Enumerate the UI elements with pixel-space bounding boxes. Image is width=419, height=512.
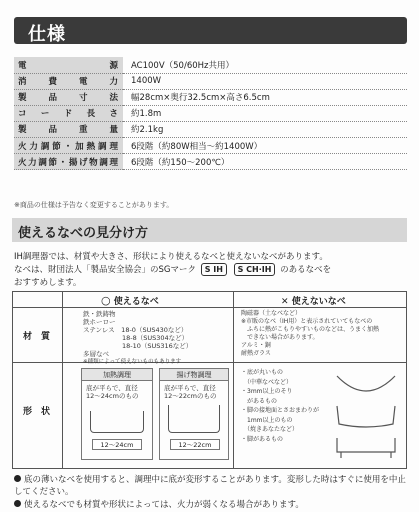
intro-line-2	[14, 263, 331, 276]
material-ng-list	[241, 310, 379, 358]
shape-item: ・底が丸いもの	[241, 369, 284, 376]
unusable-column-header	[281, 294, 346, 307]
deep-pan-illustration	[168, 405, 220, 433]
spec-header	[14, 17, 407, 44]
spec-value: 6段階（約80W相当～約1400W）	[123, 137, 407, 153]
pan-comparison-table	[12, 291, 407, 469]
spec-label: 製品寸法	[14, 89, 123, 105]
intro-line-3: おすすめします。	[14, 278, 82, 288]
spec-label: 消費電力	[14, 73, 123, 89]
material-item: 18-10（SUS316など）	[83, 342, 193, 350]
bullet-icon	[14, 500, 21, 507]
shape-item: ・3mm以上のそり	[241, 388, 293, 395]
spec-value: 6段階（約150～200℃）	[123, 154, 407, 170]
material-item: 多層なべ	[83, 350, 109, 358]
spec-row	[14, 154, 407, 170]
spec-value: 幅28cm×奥行32.5cm×高さ6.5cm	[123, 89, 407, 105]
unusable-label: 使えないなべ	[291, 297, 346, 307]
heat-cooking-text: 12～24cmのもの	[86, 392, 139, 400]
material-item: 耐熱ガラス	[241, 350, 271, 357]
spec-value: 約1.8m	[123, 105, 407, 121]
intro-line-2-end: のあるなべを	[280, 265, 332, 275]
material-item: ※市販のなべ（IH用）と表示されていてもなべの	[241, 318, 373, 325]
spec-note: ※商品の仕様は予告なく変更することがあります。	[14, 201, 174, 209]
spec-label: コード長さ	[14, 105, 123, 121]
spec-label: 火力調節・揚げ物調理	[14, 154, 123, 170]
material-item: 鉄ホーロー	[83, 318, 116, 326]
shape-item: （焼きあなたなど）	[241, 426, 299, 433]
round-bottom-pan-icon	[337, 376, 395, 391]
fry-size-label: 12～22cm	[170, 439, 220, 450]
spec-value: 1400W	[123, 73, 407, 89]
material-item: 陶磁器（土なべなど）	[241, 310, 302, 317]
warning-1	[14, 474, 407, 498]
spec-value: 約2.1kg	[123, 121, 407, 137]
warning-2	[14, 499, 407, 511]
bullet-icon	[14, 475, 21, 482]
shape-row-label: 形 状	[23, 407, 51, 417]
spec-row	[14, 73, 407, 89]
material-item: ※種類によって使えないものもあります	[83, 359, 182, 365]
intro-line-2-start: なべは、財団法人「製品安全協会」のSGマーク	[14, 265, 196, 275]
spec-row	[14, 89, 407, 105]
usable-column-header	[101, 294, 159, 307]
frying-box	[159, 368, 229, 460]
heat-size-label: 12～24cm	[92, 439, 142, 450]
material-item: ふちに熱がこもりやすいものなどは、うまく加熱	[241, 326, 380, 333]
warning-2-text: 使えるなべでも材質や形状によっては、火力が弱くなる場合があります。	[24, 500, 304, 510]
shape-item: ・脚の接地面とさおまわりが	[241, 407, 320, 414]
sg-ch-ih-mark: S CH·IH	[234, 263, 276, 276]
sg-ih-mark: S IH	[201, 263, 227, 276]
warning-1-text: 底の薄いなべを使用すると、調理中に底が変形することがあります。変形した時はすぐに使用を中止してください。	[14, 475, 406, 497]
circle-icon: ○	[101, 294, 111, 307]
spec-label: 電源	[14, 57, 123, 73]
material-item: 18-8（SUS304など）	[83, 334, 189, 342]
material-item: できない場合があります。	[241, 334, 319, 341]
spec-label: 火力調節・加熱調理	[14, 137, 123, 153]
footed-pan-icon	[337, 438, 395, 458]
shape-item: 1mm以上のもの	[241, 416, 293, 424]
frying-text: 12～22cmのもの	[164, 392, 217, 400]
heat-cooking-title: 加熱調理	[82, 369, 152, 381]
spec-row	[14, 137, 407, 153]
spec-title: 仕様	[28, 24, 66, 45]
flat-pan-illustration	[90, 411, 144, 433]
spec-value: AC100V（50/60Hz共用）	[123, 57, 407, 73]
material-ok-list	[83, 310, 192, 366]
spec-table	[14, 57, 407, 170]
spec-row	[14, 57, 407, 73]
pans-title: 使えるなべの見分け方	[18, 226, 149, 241]
material-row-label: 材 質	[23, 332, 51, 342]
frying-title: 揚げ物調理	[160, 369, 228, 381]
shape-item: があるもの	[241, 397, 278, 405]
material-item: 鉄・鉄鋳物	[83, 310, 116, 318]
cross-icon: ✕	[281, 297, 289, 307]
heat-cooking-box	[81, 368, 153, 460]
material-item: ステンレス 18-0（SUS430など）	[83, 326, 188, 334]
spec-row	[14, 121, 407, 137]
intro-line-1: IH調理器では、材質や大きさ、形状により使えるなべと使えないなべがあります。	[14, 252, 328, 262]
warped-pan-icon	[337, 406, 395, 427]
shape-item: （中華なべなど）	[241, 378, 293, 386]
material-item: アルミ・銅	[241, 342, 271, 349]
usable-label: 使えるなべ	[113, 297, 159, 307]
unusable-pan-illustrations	[331, 366, 401, 464]
frying-text: 底が平らで、直径	[164, 384, 216, 392]
pans-header	[12, 218, 407, 242]
spec-label: 製品重量	[14, 121, 123, 137]
heat-cooking-text: 底が平らで、直径	[86, 384, 138, 392]
shape-item: ・脚があるもの	[241, 435, 284, 443]
spec-row	[14, 105, 407, 121]
shape-ng-list	[241, 368, 319, 444]
